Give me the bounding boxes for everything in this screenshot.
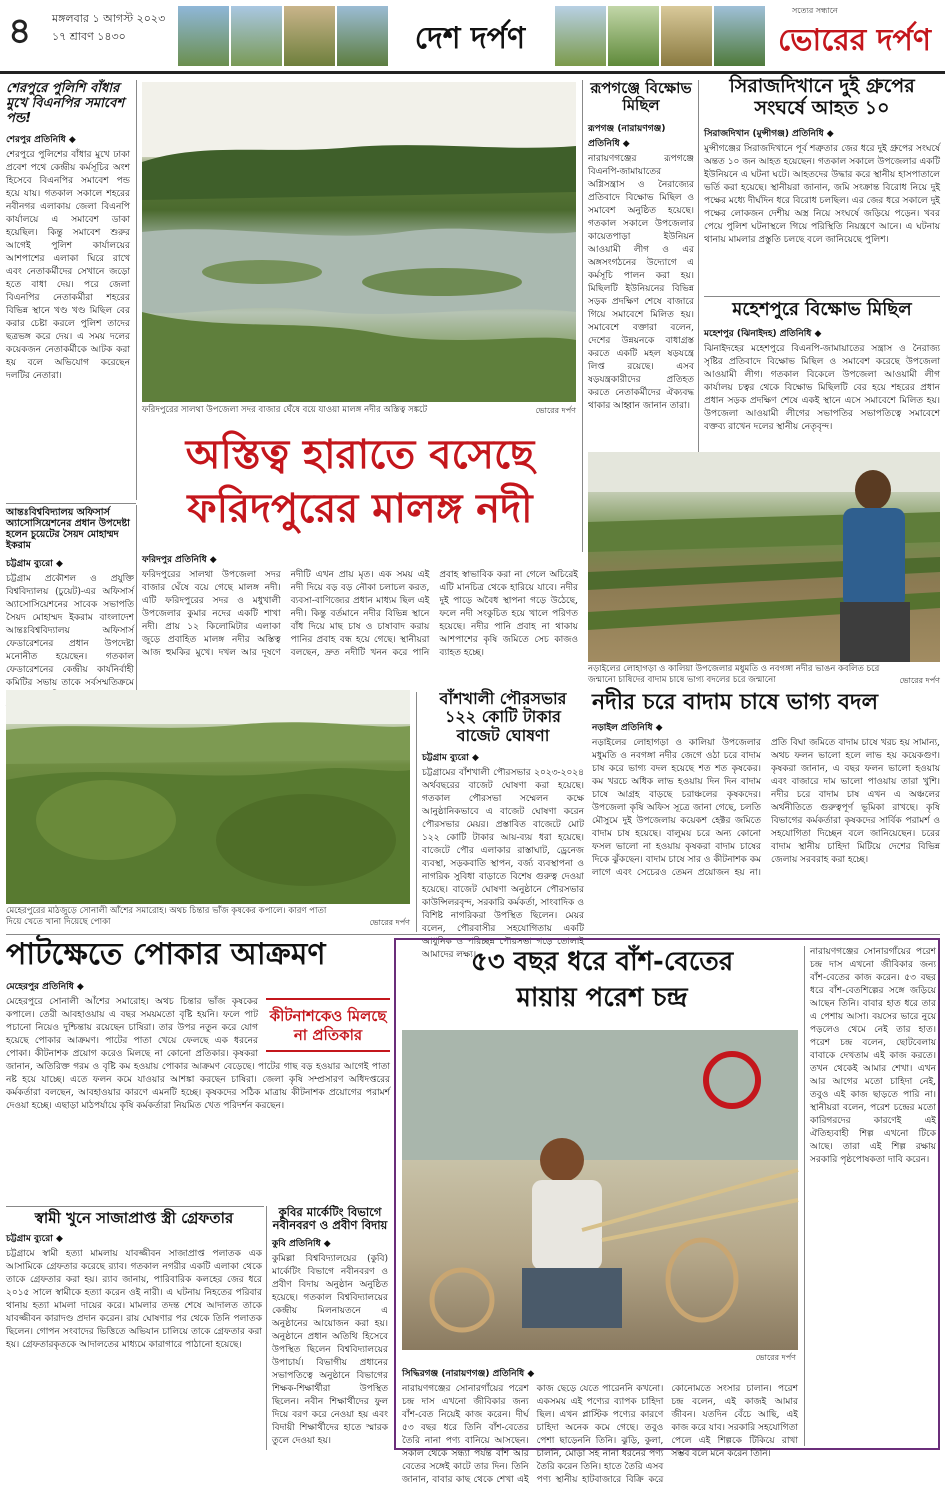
story-maheshpur	[704, 300, 940, 450]
peanut-credit: ভোরের দর্পণ	[899, 676, 940, 685]
headline-jute: পাটক্ষেতে পোকার আক্রমণ	[6, 937, 326, 972]
story-banshkhali	[422, 689, 584, 961]
byline-sherpur: শেরপুর প্রতিনিধি ◆	[6, 134, 76, 145]
jute-illustration	[6, 690, 410, 904]
divider	[6, 503, 136, 504]
jute-field-photo	[6, 690, 410, 904]
brand-tagline: সত্যের সন্ধানে	[792, 6, 838, 15]
main-photo-credit: ভোরের দর্পণ	[535, 406, 576, 415]
byline-maheshpur: মহেশপুর (ঝিনাইদহ) প্রতিনিধি ◆	[704, 328, 822, 339]
pull-quote-jute: কীটনাশকেও মিলছে না প্রতিকার	[269, 1006, 387, 1044]
date-gregorian: মঙ্গলবার ১ আগস্ট ২০২৩	[52, 12, 166, 25]
section-title: দেশ দর্পণ	[414, 21, 526, 56]
body-kubi: কুমিল্লা বিশ্ববিদ্যালয়ের (কুবি) মার্কেটিং বিভাগে নবীনবরণ ও প্রবীণ বিদায় অনুষ্ঠান অনুষ্ঠিত হয়েছে। গতকাল বিশ্ববিদ্যালয়ের কেন্দ্রীয় মিলনায়তনে এ অনুষ্ঠানের আয়োজন করা হয়। অনুষ্ঠানে প্রধান অতিথি হিসেবে উপস্থিত ছিলেন বিশ্ববিদ্যালয়ের উপাচার্য। বিভাগীয় প্রধানের সভাপতিত্বে অনুষ্ঠানে বিভাগের শিক্ষক-শিক্ষার্থীরা উপস্থিত ছিলেন। নবীন শিক্ষার্থীদের ফুল দিয়ে বরণ করে নেওয়া হয় এবং বিদায়ী শিক্ষার্থীদের হাতে স্মারক তুলে দেওয়া হয়।	[272, 1254, 388, 1447]
divider	[416, 692, 417, 932]
page-number: ৪	[8, 11, 32, 52]
headline-kubi: কুবির মার্কেটিং বিভাগে নবীনবরণ ও প্রবীণ বিদায়	[272, 1205, 388, 1233]
body-bamboo-side: নারায়ণগঞ্জের সোনারগাঁয়ের পরেশ চন্দ্র দাস এখনো জীবিকার জন্য বাঁশ-বেতের কাজ করেন। ৫৩ বছর ধরে বাঁশ-বেতশিল্পের সঙ্গে জড়িয়ে আছেন তিনি। বাবার হাত ধরে তার এ পেশায় আসা। বয়সের ভারে নুয়ে পড়লেও থেমে নেই তার হাত। পরেশ চন্দ্র বলেন, ছোটবেলায় বাবাকে দেখতাম এই কাজ করতে। তখন থেকেই আমার শেখা। এখন আর আগের মতো চাহিদা নেই, তবুও এই কাজ ছাড়তে পারি না। স্থানীয়রা বলেন, পরেশ চন্দ্রের মতো কারিগরদের কারণেই এই ঐতিহ্যবাহী শিল্প এখনো টিকে আছে। তারা এই শিল্প রক্ষায় সরকারি পৃষ্ঠপোষকতা দাবি করেন।	[810, 947, 936, 1165]
byline-faridpur: ফরিদপুর প্রতিনিধি ◆	[142, 555, 217, 565]
story-sirajdikhan	[704, 76, 940, 294]
story-bamboo-body	[402, 1366, 798, 1485]
divider	[804, 946, 805, 1446]
peanut-illustration	[588, 452, 940, 662]
masthead-photo-strip-left	[178, 6, 388, 66]
main-photo-caption: ফরিদপুরের সালথা উপজেলা সদর বাজার ঘেঁষে বয়ে যাওয়া মালঙ্গ নদীর অস্তিত্ব সঙ্কটে	[142, 405, 428, 415]
body-sirajdikhan: মুন্সীগঞ্জের সিরাজদিখানে পূর্ব শত্রুতার জের ধরে দুই গ্রুপের সংঘর্ষে অন্তত ১০ জন আহত হয়েছেন। গতকাল সকালে উপজেলার একটি ইউনিয়নে এ ঘটনা ঘটে। আহতদের উদ্ধার করে স্থানীয় হাসপাতালে ভর্তি করা হয়েছে। স্থানীয়রা জানান, জমি সংক্রান্ত বিরোধ নিয়ে দুই পক্ষের মধ্যে দীর্ঘদিন ধরে বিরোধ চলছিল। এর জের ধরে সকালে দুই পক্ষের লোকজন দেশীয় অস্ত্র নিয়ে সংঘর্ষে জড়িয়ে পড়েন। খবর পেয়ে পুলিশ ঘটনাস্থলে গিয়ে পরিস্থিতি নিয়ন্ত্রণে আনে। এ ঘটনায় থানায় মামলার প্রস্তুতি চলছে বলে জানিয়েছে পুলিশ।	[704, 143, 940, 245]
story-jute	[6, 938, 390, 1204]
story-bamboo-side	[810, 946, 936, 1446]
headline-bamboo-block	[402, 944, 802, 1016]
headline-maheshpur: মহেশপুরে বিক্ষোভ মিছিল	[732, 299, 912, 320]
headline-chuet: আন্তঃবিশ্ববিদ্যালয় অফিসার্স অ্যাসোসিয়েশনের প্রধান উপদেষ্টা হলেন চুয়েটের সৈয়দ মোহাম্মদ ইকরাম	[6, 507, 130, 551]
byline-badam: নড়াইল প্রতিনিধি ◆	[592, 723, 663, 734]
jute-caption-row	[6, 906, 410, 930]
byline-bamboo: সিদ্ধিরগঞ্জ (নারায়ণগঞ্জ) প্রতিনিধি ◆	[402, 1369, 535, 1379]
divider	[136, 80, 137, 500]
divider	[266, 1206, 267, 1450]
byline-chuet: চট্টগ্রাম ব্যুরো ◆	[6, 558, 63, 569]
bamboo-artisan-photo	[402, 1030, 798, 1350]
body-faridpur: ফরিদপুরের সালথা উপজেলা সদর বাজার ঘেঁষে বয়ে গেছে মালঙ্গ নদী। এটি ফরিদপুরের সদর ও মধুখালী উপজেলার কুমার নদের একটি শাখা নদী। প্রায় ১২ কিলোমিটার এলাকা জুড়ে প্রবাহিত মালঙ্গ নদীর অস্তিত্ব আজ হুমকির মুখে। দখল আর দূষণে নদীটি এখন প্রায় মৃত। এক সময় এই নদী দিয়ে বড় বড় নৌকা চলাচল করত, ব্যবসা-বাণিজ্যের প্রধান মাধ্যম ছিল এই নদী। কিন্তু বর্তমানে নদীর বিভিন্ন স্থানে বাঁধ দিয়ে মাছ চাষ ও চাষাবাদ করায় পানির প্রবাহ বন্ধ হয়ে গেছে। স্থানীয়রা বলছেন, দ্রুত নদীটি খনন করে পানি প্রবাহ স্বাভাবিক করা না গেলে অচিরেই এটি মানচিত্র থেকে হারিয়ে যাবে। নদীর দুই পাড়ে অবৈধ স্থাপনা গড়ে উঠেছে, ফলে নদী সংকুচিত হয়ে খালে পরিণত হয়েছে। নদীর পানি প্রবাহ না থাকায় আশপাশের কৃষি জমিতে সেচ কাজও ব্যাহত হচ্ছে।	[142, 570, 578, 658]
brand-logo: ভোরের দর্পণ	[778, 23, 931, 58]
byline-husband: চট্টগ্রাম ব্যুরো ◆	[6, 1234, 63, 1245]
divider	[582, 80, 583, 552]
body-chuet: চট্টগ্রাম প্রকৌশল ও প্রযুক্তি বিশ্ববিদ্যালয় (চুয়েট)-এর অফিসার্স অ্যাসোসিয়েশনের সাবেক সভাপতি সৈয়দ মোহাম্মদ ইকরাম বাংলাদেশ আন্তঃবিশ্ববিদ্যালয় অফিসার্স ফেডারেশনের প্রধান উপদেষ্টা মনোনীত হয়েছেন। গতকাল ফেডারেশনের কেন্দ্রীয় কার্যনির্বাহী কমিটির সভায় তাকে সর্বসম্মতিক্রমে	[6, 573, 134, 688]
story-badam	[592, 690, 940, 928]
river-illustration	[142, 82, 576, 402]
divider	[704, 296, 940, 297]
body-husband: চট্টগ্রামে স্বামী হত্যা মামলায় যাবজ্জীবন সাজাপ্রাপ্ত পলাতক এক আসামিকে গ্রেফতার করেছে র‍্যাব। গতকাল নগরীর একটি এলাকা থেকে তাকে গ্রেফতার করা হয়। র‍্যাব জানায়, পারিবারিক কলহের জের ধরে ২০১৫ সালে স্বামীকে হত্যা করেন ওই নারী। এ ঘটনায় নিহতের পরিবার থানায় হত্যা মামলা দায়ের করে। মামলার তদন্ত শেষে আদালত তাকে যাবজ্জীবন কারাদণ্ড প্রদান করেন। রায় ঘোষণার পর থেকে তিনি পলাতক ছিলেন। গোপন সংবাদের ভিত্তিতে অভিযান চালিয়ে তাকে গ্রেফতার করা হয়। গ্রেফতারকৃতকে আদালতের মাধ্যমে কারাগারে পাঠানো হয়েছে।	[6, 1249, 262, 1351]
peanut-caption-row	[588, 664, 940, 686]
pull-quote-box	[266, 998, 390, 1053]
bamboo-illustration	[402, 1030, 798, 1350]
headline-faridpur-line-2: ফরিদপুরের মালঙ্গ নদী	[187, 486, 533, 532]
jute-caption: মেহেরপুরের মাঠজুড়ে সোনালী আঁশের সমারোহ। অথচ চিন্তার ভাঁজ কৃষকের কপালে। কারণ পাতা দিয়ে খেতে খানা দিয়েছে পোকা	[6, 906, 327, 927]
divider	[6, 1206, 264, 1207]
body-sherpur: শেরপুরে পুলিশের বাঁধার মুখে ঢাকা প্রবেশ পথে কেন্দ্রীয় কর্মসূচির অংশ হিসেবে বিএনপির সমাবেশ পন্ড হয়ে যায়। গতকাল সকালে শহরের নবীনগর এলাকায় জেলা বিএনপি কার্যালয়ে এ সমাবেশ ডাকা হয়েছিল। কিন্তু সমাবেশ শুরুর আগেই পুলিশ কার্যালয়ের আশপাশের এলাকা ঘিরে রাখে এবং নেতাকর্মীদের সেখানে জড়ো হতে বাধা দেয়। পরে জেলা বিএনপির নেতাকর্মীরা শহরের বিভিন্ন স্থানে খণ্ড খণ্ড মিছিল বের করার চেষ্টা করলে পুলিশ তাদের ছত্রভঙ্গ করে দেয়। এ সময় দলের কয়েকজন নেতাকর্মীকে আটক করা হয় বলে অভিযোগ করেছেন দলটির নেতারা।	[6, 149, 130, 381]
divider	[698, 80, 699, 452]
bamboo-photo-credit: ভোরের দর্পণ	[755, 1353, 796, 1362]
headline-bamboo-line-2: মায়ায় পরেশ চন্দ্র	[516, 983, 688, 1013]
headline-badam: নদীর চরে বাদাম চাষে ভাগ্য বদল	[592, 690, 878, 715]
story-sherpur	[6, 82, 130, 500]
byline-jute: মেহেরপুর প্রতিনিধি ◆	[6, 981, 84, 992]
headline-husband: স্বামী খুনে সাজাপ্রাপ্ত স্ত্রী গ্রেফতার	[34, 1209, 234, 1227]
headline-bamboo-line-1: ৫৩ বছর ধরে বাঁশ-বেতের	[470, 947, 734, 977]
masthead-photo-strip-right	[555, 6, 765, 66]
body-bamboo: নারায়ণগঞ্জের সোনারগাঁয়ের পরেশ চন্দ্র দাস এখনো জীবিকার জন্য বাঁশ-বেত নিয়েই কাজ করেন। দীর্ঘ ৫৩ বছর ধরে তিনি বাঁশ-বেতের তৈরি নানা পণ্য বানিয়ে আসছেন। সকাল থেকে সন্ধ্যা পর্যন্ত বাঁশ আর বেতের সঙ্গেই কাটে তার দিন। তিনি জানান, বাবার কাছ থেকে শেখা এই কাজ ছেড়ে যেতে পারেননি কখনো। একসময় এই পণ্যের ব্যাপক চাহিদা ছিল। এখন প্লাস্টিক পণ্যের কারণে চাহিদা অনেক কমে গেছে। তবুও পেশা ছাড়েননি তিনি। ঝুড়ি, কুলা, চালনি, মোড়া সহ নানা ধরনের পণ্য তৈরি করেন তিনি। হাতে তৈরি এসব পণ্য স্থানীয় হাটবাজারে বিক্রি করে কোনোমতে সংসার চালান। পরেশ চন্দ্র বলেন, এই কাজই আমার জীবন। যতদিন বেঁচে আছি, এই কাজ করে যাব। সরকারি সহযোগিতা পেলে এই শিল্পকে টিকিয়ে রাখা সম্ভব বলে মনে করেন তিনি।	[402, 1384, 798, 1485]
main-river-photo	[142, 82, 576, 402]
story-husband	[6, 1210, 262, 1450]
body-badam: নড়াইলের লোহাগড়া ও কালিয়া উপজেলার মধুমতি ও নবগঙ্গা নদীর জেগে ওঠা চরে বাদাম চাষ করে ভাগ্য বদল হয়েছে শত শত কৃষকের। কম খরচে অধিক লাভ হওয়ায় দিন দিন বাদাম চাষে আগ্রহ বাড়ছে চরাঞ্চলের কৃষকদের। উপজেলা কৃষি অফিস সূত্রে জানা গেছে, চলতি মৌসুমে দুই উপজেলায় কয়েকশ হেক্টর জমিতে বাদাম চাষ হয়েছে। বালুময় চরে অন্য কোনো ফসল ভালো না হওয়ায় কৃষকরা বাদাম চাষের দিকে ঝুঁকছেন। বাদাম চাষে সার ও কীটনাশক কম লাগে এবং সেচেরও তেমন প্রয়োজন হয় না। প্রতি বিঘা জমিতে বাদাম চাষে খরচ হয় সামান্য, অথচ ফলন ভালো হলে লাভ হয় কয়েকগুণ। কৃষকরা জানান, এ বছর ফলন ভালো হওয়ায় এবং বাজারে দাম ভালো পাওয়ায় তারা খুশি। নদীর চরে বাদাম চাষ এখন এ অঞ্চলের অর্থনীতিতে গুরুত্বপূর্ণ ভূমিকা রাখছে। কৃষি বিভাগের কর্মকর্তারা কৃষকদের সার্বিক পরামর্শ ও সহযোগিতা দিচ্ছেন বলে জানিয়েছেন। চরের বাদাম স্থানীয় চাহিদা মিটিয়ে দেশের বিভিন্ন জেলায় সরবরাহ করা হচ্ছে।	[592, 738, 940, 879]
body-maheshpur: ঝিনাইদহের মহেশপুরে বিএনপি-জামায়াতের সন্ত্রাস ও নৈরাজ্য সৃষ্টির প্রতিবাদে বিক্ষোভ মিছিল ও সমাবেশ করেছে উপজেলা আওয়ামী লীগ। গতকাল বিকেলে উপজেলা আওয়ামী লীগ কার্যালয় চত্বর থেকে বিক্ষোভ মিছিলটি বের হয়ে শহরের প্রধান প্রধান সড়ক প্রদক্ষিণ শেষে একই স্থানে এসে সমাবেশে মিলিত হয়। উপজেলা আওয়ামী লীগের সভাপতির সভাপতিত্বে সমাবেশে বক্তব্য রাখেন দলের স্থানীয় নেতৃবৃন্দ।	[704, 343, 940, 432]
divider	[6, 934, 940, 935]
headline-sherpur: শেরপুরে পুলিশি বাঁধার মুখে বিএনপির সমাবেশ পন্ড!	[6, 81, 125, 126]
headline-banshkhali: বাঁশখালী পৌরসভার ১২২ কোটি টাকার বাজেট ঘোষণা	[439, 689, 567, 745]
masthead	[0, 0, 945, 74]
byline-kubi: কুবি প্রতিনিধি ◆	[272, 1239, 331, 1250]
feature-bamboo-box	[394, 938, 940, 1485]
peanut-field-photo	[588, 452, 940, 662]
date-bangla: ১৭ শ্রাবণ ১৪৩০	[52, 30, 126, 43]
peanut-caption: নড়াইলের লোহাগড়া ও কালিয়া উপজেলার মধুমতি ও নবগঙ্গা নদীর ভাঙন কবলিত চরে জন্মানো চাষিদের বাদাম চাষে ভাগ্য বদলের চরে জন্মানো	[588, 664, 880, 685]
byline-sirajdikhan: সিরাজদিখান (মুন্সীগঞ্জ) প্রতিনিধি ◆	[704, 128, 834, 139]
body-rupganj: নারায়ণগঞ্জের রূপগঞ্জে বিএনপি-জামায়াতের অগ্নিসন্ত্রাস ও নৈরাজ্যের প্রতিবাদে বিক্ষোভ মিছিল ও সমাবেশ অনুষ্ঠিত হয়েছে। গতকাল সকালে উপজেলার কায়েতপাড়া ইউনিয়ন আওয়ামী লীগ ও এর অঙ্গসংগঠনের উদ্যোগে এ কর্মসূচি পালন করা হয়। মিছিলটি ইউনিয়নের বিভিন্ন সড়ক প্রদক্ষিণ শেষে বাজারে গিয়ে সমাবেশে মিলিত হয়। সমাবেশে বক্তারা বলেন, দেশের উন্নয়নকে বাধাগ্রস্ত করতে একটি মহল ষড়যন্ত্রে লিপ্ত রয়েছে। এসব ষড়যন্ত্রকারীদের প্রতিহত করতে নেতাকর্মীদের ঐক্যবদ্ধ থাকার আহ্বান জানান তারা।	[588, 153, 694, 411]
body-banshkhali: চট্টগ্রামের বাঁশখালী পৌরসভার ২০২৩-২০২৪ অর্থবছরের বাজেট ঘোষণা করা হয়েছে। গতকাল পৌরসভা সম্মেলন কক্ষে আনুষ্ঠানিকভাবে এ বাজেট ঘোষণা করেন পৌরসভার মেয়র। প্রস্তাবিত বাজেটে মোট ১২২ কোটি টাকার আয়-ব্যয় ধরা হয়েছে। বাজেটে পৌর এলাকার রাস্তাঘাট, ড্রেনেজ ব্যবস্থা, সড়কবাতি স্থাপন, বর্জ্য ব্যবস্থাপনা ও নাগরিক সুবিধা বাড়াতে বিশেষ গুরুত্ব দেওয়া হয়েছে। বাজেট ঘোষণা অনুষ্ঠানে পৌরসভার কাউন্সিলরবৃন্দ, সরকারি কর্মকর্তা, সাংবাদিক ও বিশিষ্ট নাগরিকরা উপস্থিত ছিলেন। মেয়র বলেন, পৌরবাসীর সহযোগিতায় একটি আধুনিক ও পরিচ্ছন্ন পৌরসভা গড়ে তোলাই আমাদের লক্ষ্য।	[422, 768, 584, 961]
headline-sirajdikhan: সিরাজদিখানে দুই গ্রুপের সংঘর্ষে আহত ১০	[729, 75, 915, 119]
story-kubi	[272, 1206, 388, 1450]
headline-faridpur-block	[142, 428, 578, 546]
jute-credit: ভোরের দর্পণ	[369, 918, 410, 927]
body-jute: মেহেরপুরে সোনালী আঁশের সমারোহ। অথচ চিন্তার ভাঁজ কৃষকের কপালে। তেরী আবহাওয়ায় এ বছর সময়মতো বৃষ্টি হয়নি। ফলে পাট পচানো নিয়েও দুশ্চিন্তায় রয়েছেন চাষিরা। তার উপর নতুন করে যোগ হয়েছে পোকার আক্রমণ। পাটের পাতা খেয়ে ফেলছে এক ধরনের পোকা। কীটনাশক প্রয়োগ করেও মিলছে না কোনো প্রতিকার। কৃষকরা জানান, অতিরিক্ত গরম ও বৃষ্টি কম হওয়ায় পোকার আক্রমণ বেড়েছে। পাটের গাছ বড় হওয়ার আগেই পাতা নষ্ট হয়ে যাচ্ছে। এতে ফলন কমে যাওয়ার আশঙ্কা করছেন চাষিরা। জেলা কৃষি সম্প্রসারণ অধিদপ্তরের কর্মকর্তারা বলছেন, আবহাওয়ার কারণে এমনটি হচ্ছে। কৃষকদের সঠিক মাত্রায় কীটনাশক প্রয়োগের পরামর্শ দেওয়া হচ্ছে। এছাড়া মাঠপর্যায়ে কৃষি কর্মকর্তারা নিয়মিত খেত পরিদর্শন করছেন।	[6, 996, 390, 1111]
main-photo-caption-row	[142, 405, 576, 417]
headline-rupganj: রূপগঞ্জে বিক্ষোভ মিছিল	[590, 79, 692, 115]
byline-rupganj: রূপগঞ্জ (নারায়ণগঞ্জ) প্রতিনিধি ◆	[588, 123, 666, 149]
byline-banshkhali: চট্টগ্রাম ব্যুরো ◆	[422, 753, 479, 764]
headline-faridpur-line-1: অস্তিত্ব হারাতে বসেছে	[185, 432, 535, 478]
